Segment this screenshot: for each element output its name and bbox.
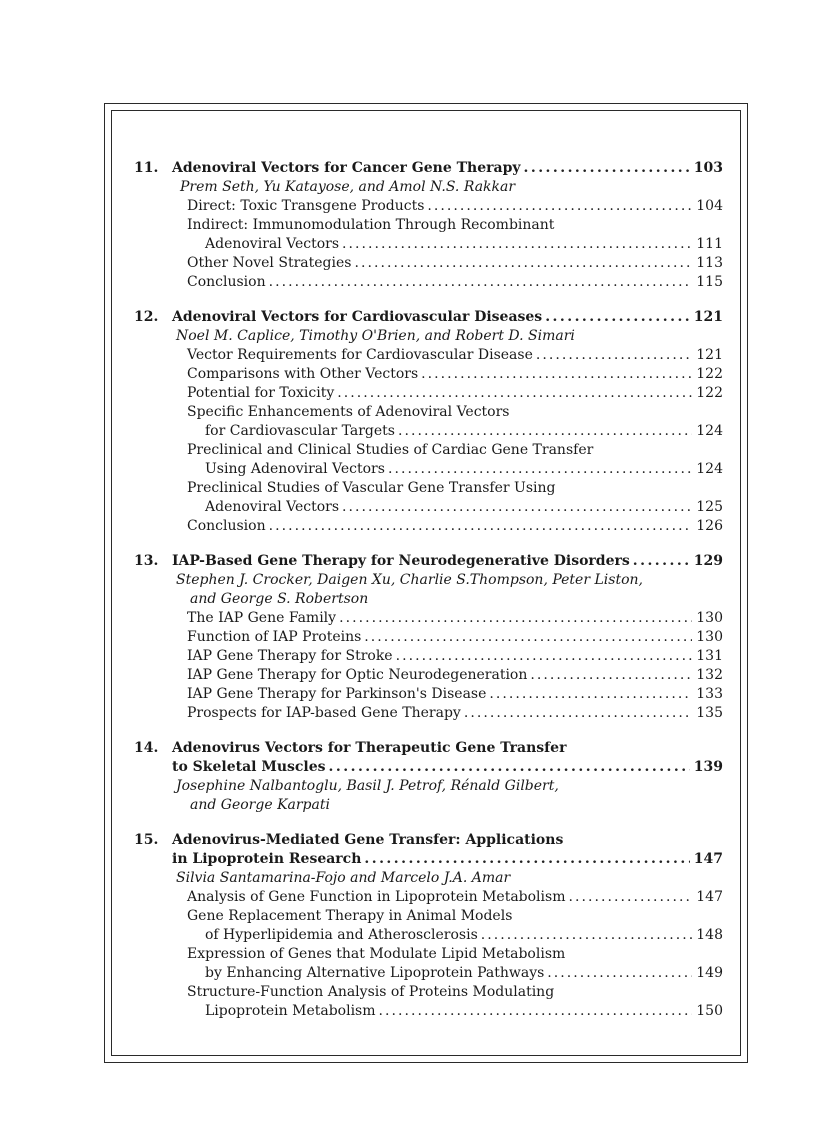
page-number: 115 [696, 274, 723, 290]
dot-leader [269, 273, 693, 292]
page-number: 111 [696, 236, 723, 252]
chapter-title-row[interactable] [172, 850, 723, 869]
section-entry[interactable] [187, 888, 723, 907]
section-title-line: Structure-Function Analysis of Proteins Modulating [187, 984, 555, 1000]
chapter-number: 11. [134, 160, 159, 176]
chapter-number: 14. [134, 740, 159, 756]
section-title: IAP Gene Therapy for Optic Neurodegeneration [187, 667, 528, 683]
chapter-title: Adenoviral Vectors for Cancer Gene Therapy [172, 160, 521, 176]
chapter-authors: Stephen J. Crocker, Daigen Xu, Charlie S.Thompson, Peter Liston, [176, 572, 643, 588]
dot-leader [427, 197, 692, 216]
dot-leader [633, 552, 690, 571]
chapter-title-row[interactable] [172, 552, 723, 571]
chapter-authors: Prem Seth, Yu Katayose, and Amol N.S. Rakkar [180, 179, 516, 195]
dot-leader [342, 235, 692, 254]
chapter-title-line: Adenovirus-Mediated Gene Transfer: Applications [172, 832, 564, 848]
page-number: 149 [696, 965, 723, 981]
page-number: 104 [696, 198, 723, 214]
dot-leader [524, 159, 690, 178]
section-entry[interactable] [187, 628, 723, 647]
chapter-authors: and George S. Robertson [190, 591, 369, 607]
section-title: Vector Requirements for Cardiovascular Disease [187, 347, 533, 363]
section-title: Comparisons with Other Vectors [187, 366, 419, 382]
page-number: 147 [693, 851, 723, 867]
dot-leader [545, 308, 690, 327]
chapter-authors: and George Karpati [190, 797, 330, 813]
section-title: Prospects for IAP-based Gene Therapy [187, 705, 461, 721]
dot-leader [339, 609, 692, 628]
section-entry[interactable] [205, 926, 723, 945]
section-entry[interactable] [187, 647, 723, 666]
page-number: 125 [696, 499, 723, 515]
page-number: 150 [696, 1003, 723, 1019]
section-title: Potential for Toxicity [187, 385, 335, 401]
section-entry[interactable] [205, 422, 723, 441]
page-number: 135 [696, 705, 723, 721]
section-title-line: Expression of Genes that Modulate Lipid Metabolism [187, 946, 566, 962]
chapter-title-row[interactable] [172, 758, 723, 777]
section-title-line: Preclinical and Clinical Studies of Cardiac Gene Transfer [187, 442, 594, 458]
dot-leader [396, 647, 693, 666]
section-entry[interactable] [187, 704, 723, 723]
section-entry[interactable] [205, 1002, 723, 1021]
dot-leader [421, 365, 692, 384]
dot-leader [388, 460, 692, 479]
chapter-title: Adenoviral Vectors for Cardiovascular Diseases [172, 309, 543, 325]
dot-leader [464, 704, 692, 723]
section-title: by Enhancing Alternative Lipoprotein Pathways [205, 965, 545, 981]
section-title-line: Indirect: Immunomodulation Through Recombinant [187, 217, 555, 233]
section-entry[interactable] [205, 964, 723, 983]
section-title: for Cardiovascular Targets [205, 423, 395, 439]
dot-leader [481, 926, 693, 945]
dot-leader [536, 346, 692, 365]
section-entry[interactable] [187, 254, 723, 273]
dot-leader [530, 666, 692, 685]
section-title: Conclusion [187, 274, 266, 290]
page-number: 147 [696, 889, 723, 905]
section-entry[interactable] [205, 498, 723, 517]
section-title: Adenoviral Vectors [205, 236, 340, 252]
chapter-authors: Noel M. Caplice, Timothy O'Brien, and Robert D. Simari [176, 328, 575, 344]
section-entry[interactable] [187, 346, 723, 365]
chapter-number: 12. [134, 309, 159, 325]
chapter-number: 13. [134, 553, 159, 569]
page-number: 122 [696, 385, 723, 401]
dot-leader [568, 888, 692, 907]
section-entry[interactable] [187, 517, 723, 536]
section-title: The IAP Gene Family [187, 610, 337, 626]
chapter-title-row[interactable] [172, 308, 723, 327]
section-entry[interactable] [187, 666, 723, 685]
chapter-title: in Lipoprotein Research [172, 851, 362, 867]
page-number: 122 [696, 366, 723, 382]
section-title-line: Preclinical Studies of Vascular Gene Transfer Using [187, 480, 556, 496]
dot-leader [329, 758, 690, 777]
section-entry[interactable] [187, 384, 723, 403]
page-number: 133 [696, 686, 723, 702]
section-title: Function of IAP Proteins [187, 629, 362, 645]
section-entry[interactable] [187, 685, 723, 704]
chapter-title: IAP-Based Gene Therapy for Neurodegenerative Disorders [172, 553, 630, 569]
section-title: of Hyperlipidemia and Atherosclerosis [205, 927, 478, 943]
section-title-line: Specific Enhancements of Adenoviral Vectors [187, 404, 510, 420]
section-title: IAP Gene Therapy for Stroke [187, 648, 393, 664]
section-title: Adenoviral Vectors [205, 499, 340, 515]
section-title: Lipoprotein Metabolism [205, 1003, 376, 1019]
section-title: Conclusion [187, 518, 266, 534]
section-entry[interactable] [187, 365, 723, 384]
dot-leader [364, 850, 689, 869]
section-title: IAP Gene Therapy for Parkinson's Disease [187, 686, 487, 702]
section-entry[interactable] [187, 197, 723, 216]
section-title: Using Adenoviral Vectors [205, 461, 385, 477]
page-number: 124 [696, 461, 723, 477]
dot-leader [354, 254, 692, 273]
section-title: Other Novel Strategies [187, 255, 352, 271]
page-number: 124 [696, 423, 723, 439]
section-title: Analysis of Gene Function in Lipoprotein Metabolism [187, 889, 566, 905]
chapter-number: 15. [134, 832, 159, 848]
page-number: 103 [693, 160, 723, 176]
dot-leader [364, 628, 692, 647]
dot-leader [398, 422, 692, 441]
dot-leader [489, 685, 692, 704]
page-number: 113 [696, 255, 723, 271]
section-title: Direct: Toxic Transgene Products [187, 198, 425, 214]
page-number: 129 [693, 553, 723, 569]
dot-leader [379, 1002, 693, 1021]
section-entry[interactable] [205, 460, 723, 479]
page-number: 126 [696, 518, 723, 534]
chapter-authors: Silvia Santamarina-Fojo and Marcelo J.A. Amar [176, 870, 511, 886]
page-number: 132 [696, 667, 723, 683]
chapter-title: to Skeletal Muscles [172, 759, 326, 775]
section-title-line: Gene Replacement Therapy in Animal Models [187, 908, 513, 924]
section-entry[interactable] [187, 609, 723, 628]
section-entry[interactable] [205, 235, 723, 254]
page-number: 130 [696, 610, 723, 626]
page-number: 130 [696, 629, 723, 645]
chapter-title-row[interactable] [172, 159, 723, 178]
dot-leader [337, 384, 692, 403]
chapter-authors: Josephine Nalbantoglu, Basil J. Petrof, Rénald Gilbert, [176, 778, 559, 794]
dot-leader [342, 498, 692, 517]
dot-leader [547, 964, 692, 983]
page-number: 131 [696, 648, 723, 664]
chapter-title-line: Adenovirus Vectors for Therapeutic Gene Transfer [172, 740, 567, 756]
page-number: 121 [696, 347, 723, 363]
page-number: 139 [693, 759, 723, 775]
dot-leader [269, 517, 693, 536]
page-number: 148 [696, 927, 723, 943]
page-number: 121 [693, 309, 723, 325]
section-entry[interactable] [187, 273, 723, 292]
